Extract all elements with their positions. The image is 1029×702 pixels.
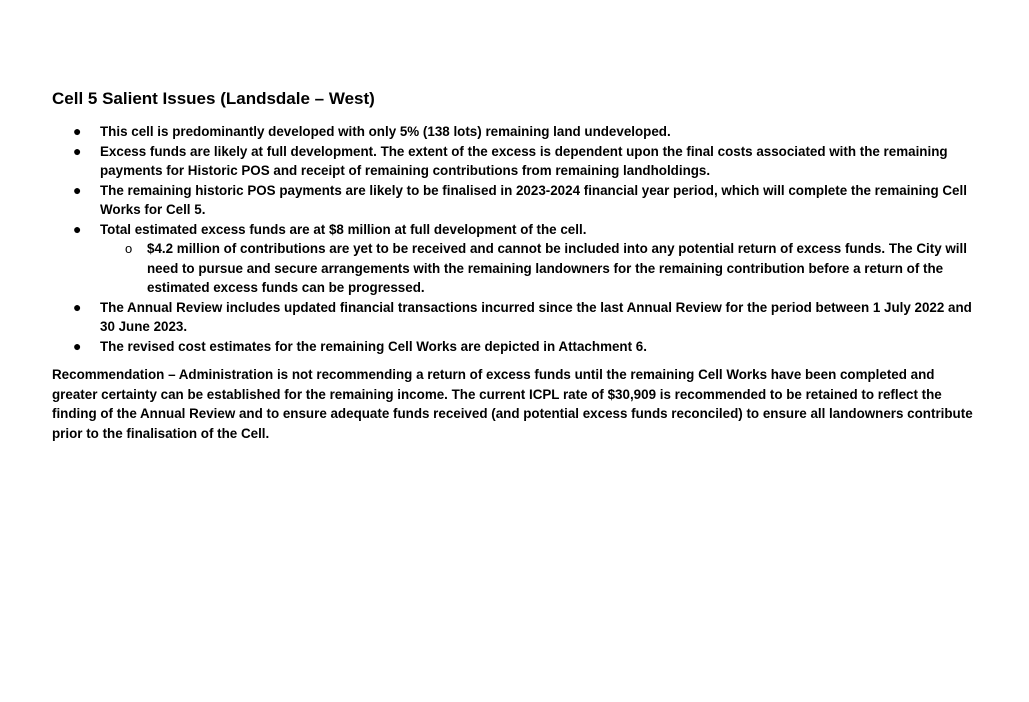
disc-bullet-icon: ● xyxy=(73,142,82,159)
disc-bullet-icon: ● xyxy=(73,181,82,198)
recommendation-paragraph: Recommendation – Administration is not recommending a return of excess funds until the remaining Cell Works have been completed and greater certainty can be established for the remaining income. The current ICPL rate of $30,909 is recommended to be retained to reflect the finding of the Annual Review and to ensure adequate funds received (and potential excess funds reconciled) to ensure all landowners contribute prior to the finalisation of the Cell. xyxy=(52,367,973,441)
circle-bullet-icon: o xyxy=(125,241,133,256)
list-item xyxy=(52,337,982,357)
list-item-text: This cell is predominantly developed with only 5% (138 lots) remaining land undeveloped. xyxy=(100,124,671,139)
list-item xyxy=(52,181,982,220)
disc-bullet-icon: ● xyxy=(73,298,82,315)
list-item xyxy=(52,220,982,298)
list-item xyxy=(52,122,982,142)
list-item-text: The Annual Review includes updated financial transactions incurred since the last Annual Review for the period between 1 July 2022 and 30 June 2023. xyxy=(100,299,972,334)
list-item-text: The revised cost estimates for the remaining Cell Works are depicted in Attachment 6. xyxy=(100,338,647,354)
salient-issues-list xyxy=(52,122,982,356)
disc-bullet-icon: ● xyxy=(73,220,82,237)
disc-bullet-icon: ● xyxy=(73,337,82,354)
list-item-text: The remaining historic POS payments are likely to be finalised in 2023-2024 financial year period, which will complete the remaining Cell Works for Cell 5. xyxy=(100,182,967,217)
section-heading: Cell 5 Salient Issues (Landsdale – West) xyxy=(52,89,375,108)
sub-list xyxy=(100,239,982,298)
sub-list-item xyxy=(100,239,982,298)
section-body xyxy=(52,122,982,443)
list-item-text: Total estimated excess funds are at $8 million at full development of the cell. xyxy=(100,221,587,237)
disc-bullet-icon: ● xyxy=(73,123,82,139)
list-item-text: Excess funds are likely at full development. The extent of the excess is dependent upon the final costs associated with the remaining payments for Historic POS and receipt of remaining contributions from remaining landholdings. xyxy=(100,143,948,178)
sub-list-item-text: $4.2 million of contributions are yet to be received and cannot be included into any potential return of excess funds. The City will need to pursue and secure arrangements with the remaining landowners for the remaining contribution before a return of the estimated excess funds can be progressed. xyxy=(147,241,967,295)
list-item xyxy=(52,298,982,337)
list-item xyxy=(52,142,982,181)
